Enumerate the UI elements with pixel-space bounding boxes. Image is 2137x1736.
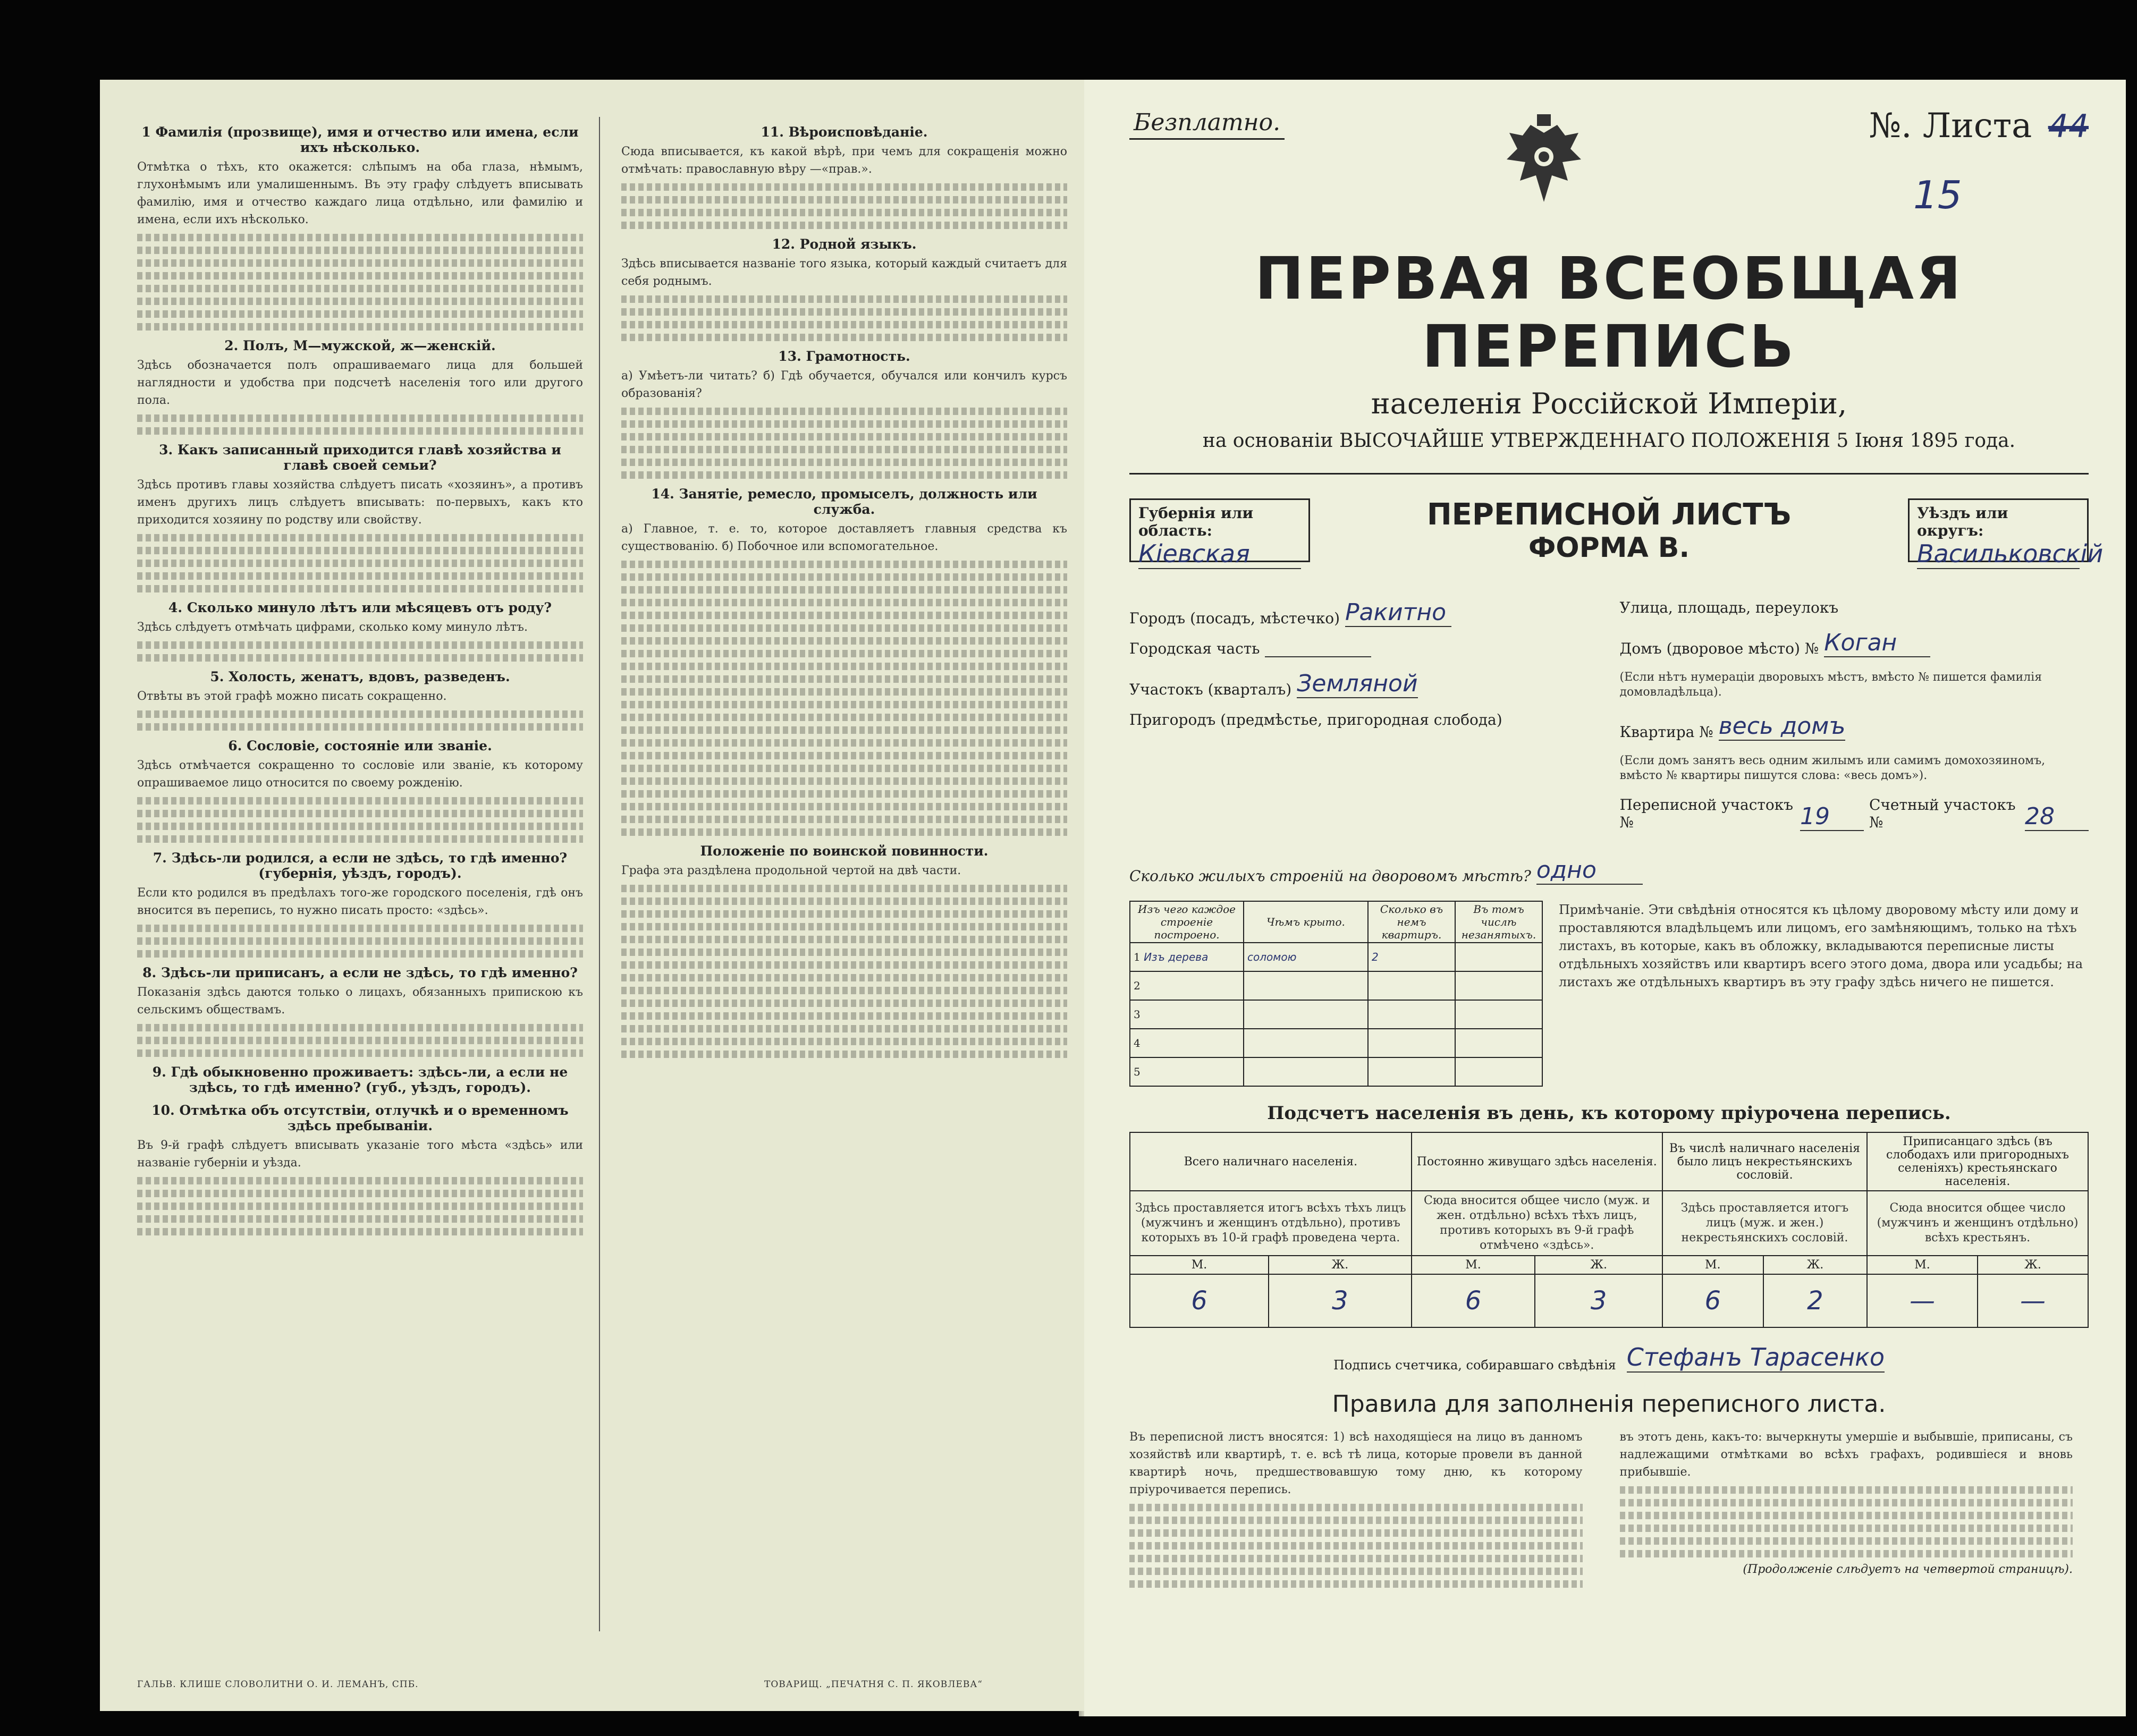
enumerator-signature: Подпись счетчика, собиравшаго свѣдѣнія Стефанъ Тарасенко	[1333, 1343, 1885, 1373]
instruction-14: 14. Занятіе, ремесло, промыселъ, должность или служба. а) Главное, т. е. то, которое доставляетъ главныя средства къ существованію. б) Побочное или вспомогательное.	[621, 486, 1067, 836]
form-title: ПЕРЕПИСНОЙ ЛИСТЪ	[1426, 497, 1792, 532]
buildings-table: Изъ чего каждое строеніе построено. Чѣмъ крыто. Сколько въ немъ квартиръ. Въ томъ числѣ незанятыхъ. 1 Изъ дерева соломою 2 2 3 4 5	[1129, 901, 1543, 1087]
sheet-number	[1869, 101, 2089, 146]
rules-column-1: Въ переписной листъ вносятся: 1) всѣ находящіеся на лицо въ данномъ хозяйствѣ или квартирѣ, т. е. всѣ тѣ лица, которые провели въ данной квартирѣ ночь, предшествовавшую тому дню, къ которому пріурочивается перепись.	[1129, 1428, 1599, 1657]
prigorod-field: Пригородъ (предмѣстье, пригородная слобода)	[1129, 711, 1502, 729]
table-row: 3	[1130, 1000, 1542, 1029]
kvartira-field: Квартира № весь домъ	[1619, 713, 1846, 741]
imprint-left: ГАЛЬВ. КЛИШЕ СЛОВОЛИТНИ О. И. ЛЕМАНЪ, СПБ.	[137, 1679, 419, 1690]
instructions-column-1	[137, 117, 600, 1631]
table-row: 5	[1130, 1057, 1542, 1086]
gubernia-value: Кіевская	[1138, 539, 1301, 569]
buildings-section	[1129, 901, 2089, 1087]
uezd-value: Васильковскій	[1917, 539, 2104, 568]
instruction-1: 1 Фамилія (прозвище), имя и отчество или имена, если ихъ нѣсколько. Отмѣтка о тѣхъ, кто окажется: слѣпымъ на оба глаза, нѣмымъ, глухонѣмымъ или умалишеннымъ. Въ эту графу слѣдуетъ вписывать фамилію, имя и отчество каждаго лица отдѣльно, или фамилію и имена, если ихъ нѣсколько.	[137, 124, 583, 331]
uezd-box	[1908, 498, 2104, 568]
sheet-number-value: 44	[2048, 108, 2089, 145]
instruction-10: 10. Отмѣтка объ отсутствіи, отлучкѣ и о временномъ здѣсь пребываніи. Въ 9-й графѣ слѣдуетъ вписывать указаніе того мѣста «здѣсь» или названіе губерніи и уѣзда.	[137, 1103, 583, 1235]
double-headed-eagle-icon	[1499, 112, 1589, 218]
table-row: 1 Изъ дерева соломою 2	[1130, 943, 1542, 971]
census-title: ПЕРВАЯ ВСЕОБЩАЯ ПЕРЕПИСЬ	[1255, 244, 1963, 380]
instruction-4: 4. Сколько минуло лѣтъ или мѣсяцевъ отъ роду? Здѣсь слѣдуетъ отмѣчать цифрами, сколько кому минуло лѣтъ.	[137, 600, 583, 662]
sheet-number-value-2: 15	[1913, 173, 1962, 217]
instruction-8: 8. Здѣсь-ли приписанъ, а если не здѣсь, то гдѣ именно? Показанія здѣсь даются только о лицахъ, обязанныхъ припискою къ сельскимъ обществамъ.	[137, 965, 583, 1057]
rules-title: Правила для заполненія переписного листа.	[1332, 1391, 1886, 1418]
kvartira-note: (Если домъ занятъ весь одним жилымъ или самимъ домохозяиномъ, вмѣсто № квартиры пишутся слова: «весь домъ»).	[1619, 754, 2046, 782]
chast-field: Городская часть	[1129, 640, 1599, 657]
instruction-12: 12. Родной языкъ. Здѣсь вписывается названіе того языка, который каждый считаетъ для себя роднымъ.	[621, 236, 1067, 341]
table-row: 6 3 6 3 6 2 — —	[1130, 1274, 2088, 1327]
schet-uchastok-value: 28	[2025, 803, 2089, 831]
address-section	[1129, 586, 2089, 844]
form-title-block	[1310, 497, 1908, 564]
instruction-13: 13. Грамотность. а) Умѣетъ-ли читать? б) Гдѣ обучается, обучался или кончилъ курсъ образованія?	[621, 349, 1067, 479]
instruction-11: 11. Вѣроисповѣданіе. Сюда вписывается, къ какой вѣрѣ, при чемъ для сокращенія можно отмѣчать: православную вѣру —«прав.».	[621, 124, 1067, 229]
ulica-field: Улица, площадь, переулокъ	[1619, 599, 1839, 616]
dom-note: (Если нѣтъ нумераціи дворовыхъ мѣстъ, вмѣсто № пишется фамилія домовладѣльца).	[1619, 671, 2042, 699]
gorod-field: Городъ (посадъ, мѣстечко) Ракитно	[1129, 599, 1599, 627]
form-header	[1129, 485, 2104, 575]
rules-section	[1129, 1428, 2089, 1657]
table-row: 2	[1130, 971, 1542, 1000]
dom-field: Домъ (дворовое мѣсто) № Коган	[1620, 629, 2089, 657]
dom-value: Коган	[1824, 629, 1930, 657]
uezd-label: Уѣздъ или округъ:	[1917, 504, 2008, 539]
instruction-3: 3. Какъ записанный приходится главѣ хозяйства и главѣ своей семьи? Здѣсь противъ главы хозяйства слѣдуетъ писать «хозяинъ», а противъ именъ другихъ лицъ слѣдуетъ вписывать: по-первыхъ, какъ кто приходится хозяину по родству или свойству.	[137, 442, 583, 592]
uchastok-field: Участокъ (кварталъ) Земляной	[1129, 670, 1418, 698]
table-row: 4	[1130, 1029, 1542, 1057]
uchastok-value: Земляной	[1297, 670, 1418, 697]
left-page	[100, 80, 1112, 1711]
uchastki-field: Переписной участокъ № 19 Счетный участокъ № 28	[1620, 796, 2089, 831]
count-title: Подсчетъ населенія въ день, къ которому пріурочена перепись.	[1267, 1103, 1951, 1124]
zhil-field: Сколько жилыхъ строеній на дворовомъ мѣстѣ? одно	[1129, 857, 2089, 885]
census-subtitle: населенія Россійской Имперіи,	[1371, 387, 1847, 420]
legal-basis: на основаніи ВЫСОЧАЙШЕ УТВЕРЖДЕННАГО ПОЛОЖЕНІЯ 5 Іюня 1895 года.	[1202, 430, 2016, 452]
population-count-table: Всего наличнаго населенія. Постоянно живущаго здѣсь населенія. Въ числѣ наличнаго населенія было лицъ некрестьянскихъ сословій. Приписанцаго здѣсь (въ слободахъ или пригородныхъ селеніяхъ) крестьянскаго населенія. Здѣсь проставляется итогъ всѣхъ тѣхъ лицъ (мужчинъ и женщинъ отдѣльно), противъ которыхъ въ 10-й графѣ проведена черта. Сюда вносится общее число (муж. и жен. отдѣльно) всѣхъ тѣхъ лицъ, противъ которыхъ въ 9-й графѣ отмѣчено «здѣсь». Здѣсь проставляется итогъ лицъ (муж. и жен.) некрестьянскихъ сословій. Сюда вносится общее число (мужчинъ и женщинъ отдѣльно) всѣхъ крестьянъ. М. Ж. М. Ж. М. Ж. М. Ж. 6 3 6 3 6 2 — —	[1129, 1132, 2089, 1328]
divider	[1129, 473, 2089, 475]
signature-value: Стефанъ Тарасенко	[1626, 1343, 1885, 1371]
zhil-value: одно	[1536, 857, 1643, 885]
instruction-7: 7. Здѣсь-ли родился, а если не здѣсь, то гдѣ именно? (губернія, уѣздъ, городъ). Если кто родился въ предѣлахъ того-же городского поселенія, гдѣ онъ вносится въ перепись, то нужно писать просто: «здѣсь».	[137, 850, 583, 958]
instruction-5: 5. Холость, женатъ, вдовъ, разведенъ. Отвѣты въ этой графѣ можно писать сокращенно.	[137, 669, 583, 731]
primechanie: Примѣчаніе. Эти свѣдѣнія относятся къ цѣлому дворовому мѣсту или дому и проставляются владѣльцемъ или лицомъ, его замѣняющимъ, только на тѣхъ листахъ, въ которые, какъ въ обложку, вкладываются переписные листы отдѣльныхъ хозяйствъ или квартиръ всего этого дома, двора или усадьбы; на листахъ же отдѣльныхъ квартиръ въ эту графу здѣсь ничего не пишется.	[1559, 902, 2083, 989]
gubernia-label: Губернія или область:	[1138, 504, 1254, 539]
instruction-6: 6. Сословіе, состояніе или званіе. Здѣсь отмѣчается сокращенно то сословіе или званіе, къ которому опрашиваемое лицо относится по своему рожденію.	[137, 738, 583, 843]
continuation-note: (Продолженіе слѣдуетъ на четвертой страницѣ).	[1743, 1563, 2073, 1576]
instruction-15: Положеніе по воинской повинности. Графа эта раздѣлена продольной чертой на двѣ части.	[621, 843, 1067, 1058]
imprint-right: ТОВАРИЩ. „ПЕЧАТНЯ С. П. ЯКОВЛЕВА“	[764, 1679, 983, 1690]
instructions-column-2	[621, 117, 1083, 1631]
right-page	[1084, 80, 2126, 1716]
instruction-9: 9. Гдѣ обыкновенно проживаетъ: здѣсь-ли, а если не здѣсь, то гдѣ именно? (губ., уѣздъ, городъ).	[152, 1064, 568, 1095]
sheet-number-label: №. Листа	[1869, 106, 2032, 146]
gorod-value: Ракитно	[1345, 599, 1451, 627]
gubernia-box	[1129, 498, 1310, 568]
kvartira-value: весь домъ	[1718, 713, 1846, 740]
form-subtitle: ФОРМА В.	[1528, 531, 1690, 564]
instruction-2: 2. Полъ, М—мужской, ж—женскій. Здѣсь обозначается полъ опрашиваемаго лица для большей наглядности и удобства при подсчетѣ населенія того или другого пола.	[137, 338, 583, 435]
rules-column-2: въ этотъ день, какъ-то: вычеркнуты умершіе и выбывшіе, приписаны, съ надлежащими отмѣтками во всѣхъ графахъ, родившіеся и вновь прибывшіе. (Продолженіе слѣдуетъ на четвертой страницѣ).	[1619, 1430, 2073, 1576]
perepis-uchastok-value: 19	[1800, 803, 1864, 831]
free-label: Безплатно.	[1129, 101, 1285, 140]
